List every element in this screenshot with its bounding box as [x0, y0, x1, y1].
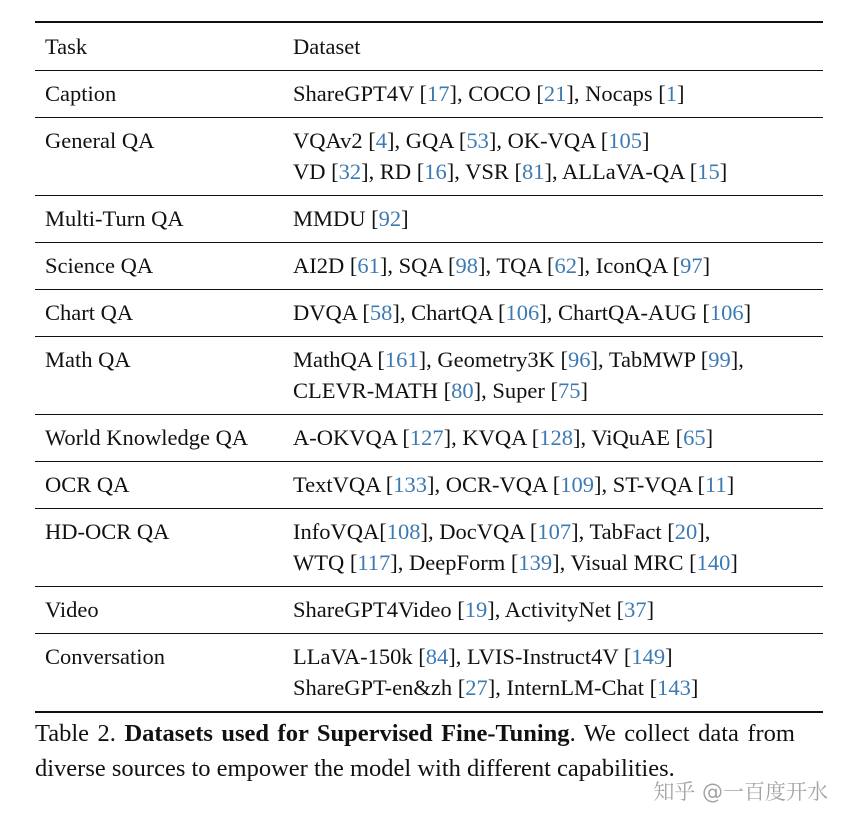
datasets-table	[35, 21, 823, 713]
citation-link[interactable]: 58	[369, 300, 393, 325]
header-task: Task	[45, 34, 88, 59]
table-header-row	[35, 23, 823, 70]
dataset-name: ShareGPT4V	[293, 81, 414, 106]
task-cell: Science QA	[45, 253, 154, 278]
dataset-line: VQAv2 [4], GQA [53], OK-VQA [105]	[293, 128, 650, 153]
dataset-cell	[293, 516, 823, 578]
dataset-name: ChartQA-AUG	[558, 300, 697, 325]
dataset-name: VSR	[465, 159, 509, 184]
dataset-line: TextVQA [133], OCR-VQA [109], ST-VQA [11]	[293, 472, 735, 497]
citation-link[interactable]: 53	[466, 128, 489, 153]
dataset-name: InternLM-Chat	[506, 675, 644, 700]
citation-link[interactable]: 106	[709, 300, 744, 325]
dataset-cell	[293, 344, 823, 406]
caption-label: Table 2.	[35, 720, 116, 747]
dataset-name: TQA	[496, 253, 542, 278]
dataset-line: DVQA [58], ChartQA [106], ChartQA-AUG [106]	[293, 300, 752, 325]
dataset-name: TabFact	[589, 519, 662, 544]
dataset-cell	[293, 641, 823, 703]
table-row	[35, 195, 823, 242]
dataset-line: ShareGPT4Video [19], ActivityNet [37]	[293, 597, 655, 622]
dataset-name: ShareGPT4Video	[293, 597, 452, 622]
dataset-name: ShareGPT-en&zh	[293, 675, 453, 700]
citation-link[interactable]: 32	[338, 159, 362, 184]
table-row	[35, 461, 823, 508]
citation-link[interactable]: 17	[426, 81, 450, 106]
citation-link[interactable]: 16	[424, 159, 447, 184]
dataset-name: DVQA	[293, 300, 357, 325]
watermark: 知乎 @一百度开水	[653, 780, 828, 804]
table-row	[35, 414, 823, 461]
table-row	[35, 70, 823, 117]
dataset-line: WTQ [117], DeepForm [139], Visual MRC [140]	[293, 550, 738, 575]
citation-link[interactable]: 140	[696, 550, 731, 575]
citation-link[interactable]: 75	[558, 378, 581, 403]
citation-link[interactable]: 62	[554, 253, 577, 278]
dataset-name: Nocaps	[585, 81, 653, 106]
dataset-name: ALLaVA-QA	[562, 159, 685, 184]
dataset-name: ViQuAE	[591, 425, 670, 450]
dataset-line: AI2D [61], SQA [98], TQA [62], IconQA [97]	[293, 253, 711, 278]
citation-link[interactable]: 109	[560, 472, 594, 497]
dataset-name: Visual MRC	[570, 550, 684, 575]
dataset-name: TabMWP	[608, 347, 696, 372]
task-cell: General QA	[45, 128, 155, 153]
citation-link[interactable]: 84	[425, 644, 449, 669]
task-cell: Chart QA	[45, 300, 134, 325]
citation-link[interactable]: 161	[384, 347, 419, 372]
dataset-name: AI2D	[293, 253, 345, 278]
table-row	[35, 508, 823, 586]
citation-link[interactable]: 108	[386, 519, 421, 544]
dataset-name: OCR-VQA	[445, 472, 548, 497]
dataset-name: ActivityNet	[504, 597, 611, 622]
citation-link[interactable]: 27	[465, 675, 488, 700]
task-cell: World Knowledge QA	[45, 425, 249, 450]
dataset-cell	[293, 125, 823, 187]
dataset-cell	[293, 78, 823, 109]
header-dataset: Dataset	[293, 34, 361, 59]
dataset-name: LVIS-Instruct4V	[466, 644, 619, 669]
dataset-line: VD [32], RD [16], VSR [81], ALLaVA-QA [15]	[293, 159, 728, 184]
table-body	[35, 70, 823, 711]
dataset-line: InfoVQA[108], DocVQA [107], TabFact [20],	[293, 519, 711, 544]
dataset-line: ShareGPT4V [17], COCO [21], Nocaps [1]	[293, 81, 685, 106]
citation-link[interactable]: 143	[657, 675, 691, 700]
dataset-line: MMDU [92]	[293, 206, 409, 231]
dataset-name: Super	[492, 378, 545, 403]
dataset-name: DeepForm	[409, 550, 506, 575]
dataset-cell	[293, 469, 823, 500]
task-cell: OCR QA	[45, 472, 130, 497]
dataset-cell	[293, 422, 823, 453]
citation-link[interactable]: 97	[680, 253, 703, 278]
citation-link[interactable]: 105	[608, 128, 642, 153]
citation-link[interactable]: 61	[357, 253, 380, 278]
dataset-name: ST-VQA	[612, 472, 692, 497]
table-row	[35, 633, 823, 711]
table-row	[35, 336, 823, 414]
dataset-name: A-OKVQA	[293, 425, 397, 450]
citation-link[interactable]: 21	[543, 81, 567, 106]
citation-link[interactable]: 96	[567, 347, 591, 372]
citation-link[interactable]: 37	[624, 597, 647, 622]
dataset-line: MathQA [161], Geometry3K [96], TabMWP [99],	[293, 347, 744, 372]
citation-link[interactable]: 149	[631, 644, 666, 669]
dataset-line: CLEVR-MATH [80], Super [75]	[293, 378, 588, 403]
task-cell: Caption	[45, 81, 117, 106]
dataset-line: LLaVA-150k [84], LVIS-Instruct4V [149]	[293, 644, 673, 669]
task-cell: Math QA	[45, 347, 131, 372]
dataset-name: WTQ	[293, 550, 345, 575]
citation-link[interactable]: 80	[451, 378, 474, 403]
table-row	[35, 242, 823, 289]
citation-link[interactable]: 99	[708, 347, 731, 372]
dataset-cell	[293, 203, 823, 234]
dataset-cell	[293, 297, 823, 328]
citation-link[interactable]: 65	[683, 425, 706, 450]
dataset-name: VQAv2	[293, 128, 363, 153]
caption-text: . We collect data from diverse sources to empower the model with different capabilities.	[35, 720, 795, 782]
task-cell: HD-OCR QA	[45, 519, 170, 544]
caption-title: Datasets used for Supervised Fine-Tuning	[124, 720, 570, 747]
dataset-name: COCO	[468, 81, 531, 106]
table-row	[35, 117, 823, 195]
dataset-name: KVQA	[462, 425, 527, 450]
dataset-cell	[293, 250, 823, 281]
task-cell: Conversation	[45, 644, 165, 669]
task-cell: Multi-Turn QA	[45, 206, 184, 231]
dataset-name: Geometry3K	[437, 347, 555, 372]
citation-link[interactable]: 19	[464, 597, 488, 622]
dataset-name: GQA	[405, 128, 454, 153]
table-row	[35, 586, 823, 633]
citation-link[interactable]: 127	[409, 425, 444, 450]
dataset-name: LLaVA-150k	[293, 644, 413, 669]
citation-link[interactable]: 92	[378, 206, 402, 231]
citation-link[interactable]: 11	[705, 472, 727, 497]
citation-link[interactable]: 106	[505, 300, 540, 325]
citation-link[interactable]: 81	[522, 159, 545, 184]
citation-link[interactable]: 15	[697, 159, 720, 184]
citation-link[interactable]: 128	[539, 425, 574, 450]
task-cell: Video	[45, 597, 99, 622]
citation-link[interactable]: 107	[537, 519, 572, 544]
citation-link[interactable]: 1	[665, 81, 677, 106]
dataset-name: RD	[379, 159, 412, 184]
dataset-name: OK-VQA	[507, 128, 596, 153]
dataset-name: InfoVQA	[293, 519, 380, 544]
dataset-name: DocVQA	[439, 519, 525, 544]
dataset-name: MathQA	[293, 347, 372, 372]
citation-link[interactable]: 20	[674, 519, 698, 544]
citation-link[interactable]: 98	[455, 253, 479, 278]
citation-link[interactable]: 133	[393, 472, 428, 497]
dataset-name: TextVQA	[293, 472, 381, 497]
citation-link[interactable]: 139	[518, 550, 553, 575]
dataset-line: A-OKVQA [127], KVQA [128], ViQuAE [65]	[293, 425, 714, 450]
dataset-name: MMDU	[293, 206, 366, 231]
dataset-name: CLEVR-MATH	[293, 378, 438, 403]
dataset-line: ShareGPT-en&zh [27], InternLM-Chat [143]	[293, 675, 699, 700]
table-row	[35, 289, 823, 336]
dataset-name: IconQA	[595, 253, 667, 278]
dataset-name: VD	[293, 159, 326, 184]
citation-link[interactable]: 117	[357, 550, 391, 575]
dataset-name: SQA	[398, 253, 443, 278]
dataset-cell	[293, 594, 823, 625]
dataset-name: ChartQA	[411, 300, 493, 325]
citation-link[interactable]: 4	[375, 128, 387, 153]
